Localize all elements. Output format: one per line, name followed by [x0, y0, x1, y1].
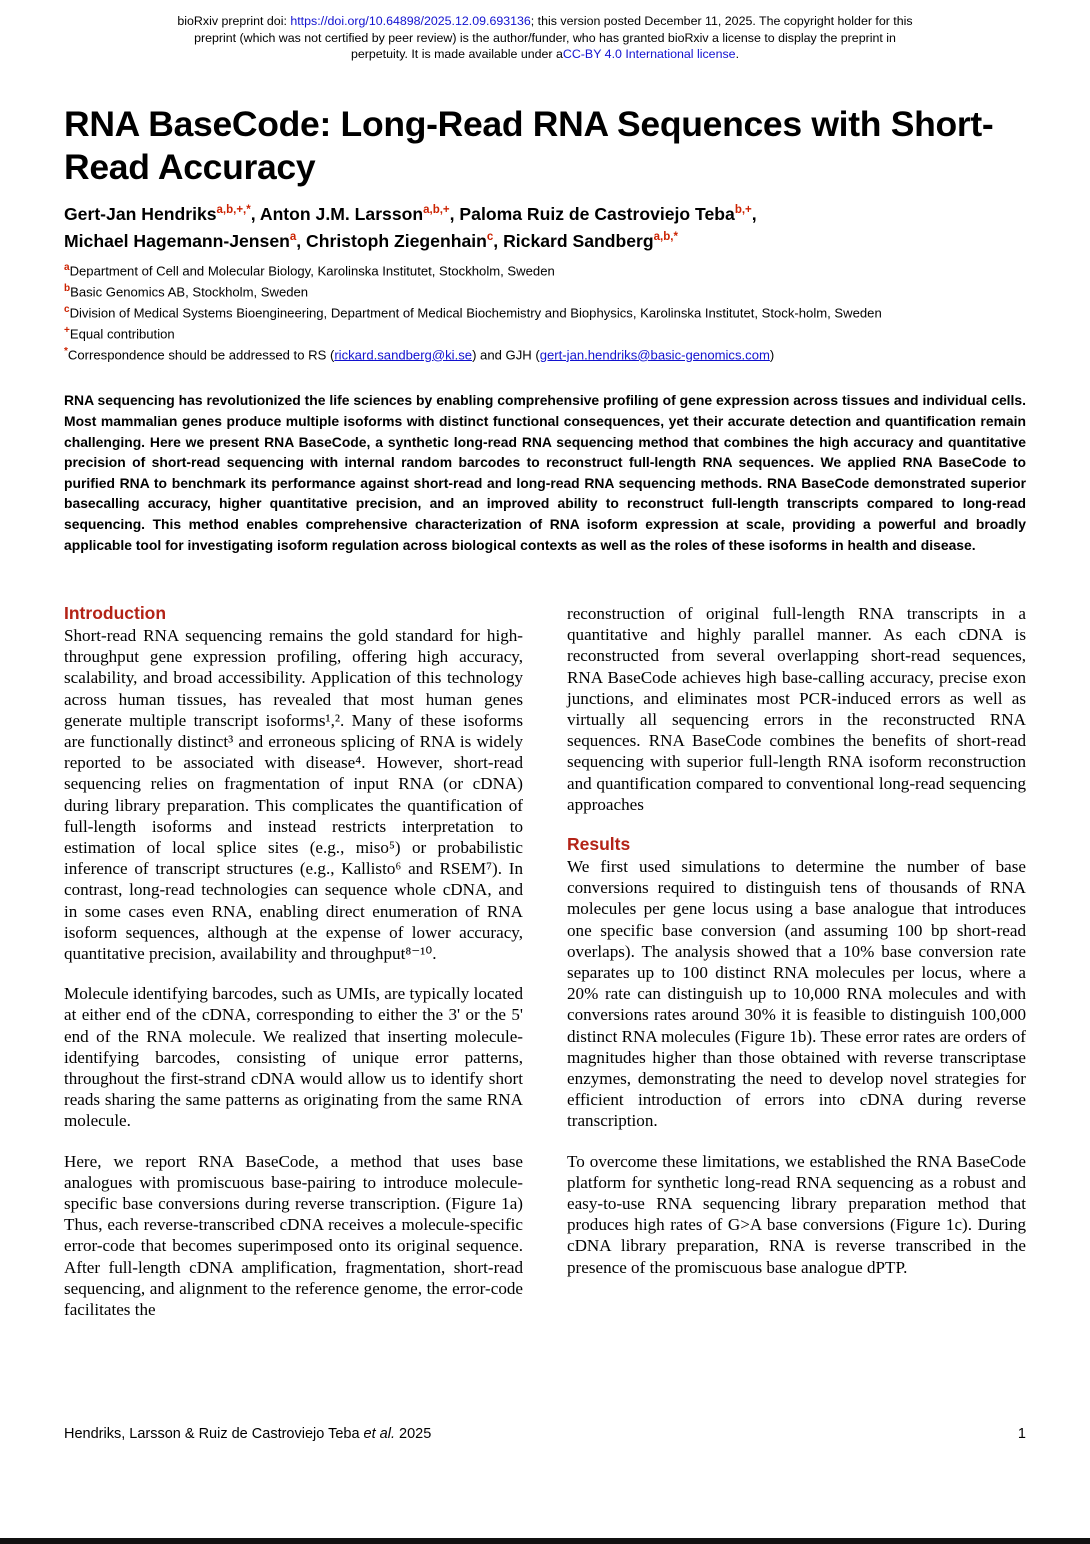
body-columns: [64, 603, 1026, 1393]
affiliation-list: [64, 259, 1026, 364]
affiliation-text: Basic Genomics AB, Stockholm, Sweden: [70, 284, 309, 300]
correspondence-middle: ) and GJH (: [472, 346, 540, 362]
affiliation-text: Equal contribution: [69, 325, 175, 341]
section-heading-introduction: Introduction: [64, 603, 167, 623]
author-separator: ,: [493, 231, 504, 252]
author-affiliation-marker: a,b,*: [653, 231, 678, 244]
author-line-1: [64, 199, 1026, 226]
author-separator: ,: [250, 203, 260, 224]
author-list: [64, 199, 1026, 254]
paragraph: reconstruction of original full-length RNA transcripts in a quantitative and highly parallel manner. As each cDNA is reconstructed from several overlapping short-read sequences, RNA BaseCode achieves high base-calling accuracy, precise exon junctions, and eliminates most PCR-induced errors as well as virtually all sequencing errors in the reconstructed RNA sequences. RNA BaseCode combines the benefits of short-read sequencing with superior full-length RNA isoform reconstruction and quantification compared to conventional long-read sequencing approaches: [567, 604, 1026, 814]
paragraph: Molecule identifying barcodes, such as UMIs, are typically located at either end of the cDNA, corresponding to either the 3' or the 5' end of the RNA molecule. We realized that inserting molecule-identifying barcodes, consisting of unique error patterns, throughout the first-strand cDNA would allow us to identify short reads sharing the same patterns as originating from the same RNA molecule.: [64, 984, 523, 1131]
author-affiliation-marker: a,b,+,*: [216, 204, 251, 216]
author-separator: ,: [751, 203, 757, 224]
correspondence-note: [64, 343, 1026, 364]
affiliation-text: Division of Medical Systems Bioengineering, Department of Medical Biochemistry and Biophysics, Karolinska Institutet, Stock-holm, Sweden: [69, 304, 882, 320]
footer-et-al: et al.: [363, 1426, 395, 1442]
affiliation-text: Department of Cell and Molecular Biology, Karolinska Institutet, Stockholm, Sweden: [69, 263, 555, 279]
correspondence-prefix: Correspondence should be addressed to RS (: [67, 346, 335, 362]
page-footer: [64, 1425, 1026, 1443]
affiliation-marker: c: [64, 303, 70, 315]
correspondence-marker: *: [64, 345, 68, 357]
paragraph: Here, we report RNA BaseCode, a method that uses base analogues with promiscuous base-pairing to introduce molecule-specific base conversions during reverse transcription. (Figure 1a) Thus, each reverse-transcribed cDNA receives a molecule-specific error-code that becomes superimposed onto its original sequence. After full-length cDNA amplification, fragmentation, short-read sequencing, and alignment to the reference genome, the error-code facilitates the: [64, 1151, 523, 1320]
author-name: Anton J.M. Larsson: [259, 203, 424, 224]
affiliation-item: [64, 301, 1026, 322]
author-separator: ,: [296, 231, 307, 252]
author-name: Rickard Sandberg: [503, 231, 654, 252]
abstract-text: RNA sequencing has revolutionized the life sciences by enabling comprehensive profiling of gene expression across tissues and individual cells. Most mammalian genes produce multiple isoforms with distinct functional consequences, yet their accurate detection and quantification remain challenging. Here we present RNA BaseCode, a synthetic long-read RNA sequencing method that combines the high accuracy and quantitative precision of short-read sequencing with internal random barcodes to reconstruct full-length RNA sequences. We applied RNA BaseCode to purified RNA to benchmark its performance against short-read and long-read RNA sequencing methods. RNA BaseCode demonstrated superior basecalling accuracy, higher quantitative precision, and an improved ability to reconstruct full-length transcripts compared to long-read sequencing. This method enables comprehensive characterization of RNA isoform expression at scale, providing a powerful and broadly applicable tool for investigating isoform regulation across biological contexts as well as the roles of these isoforms in health and disease.: [64, 392, 1026, 553]
doi-link[interactable]: https://doi.org/10.64898/2025.12.09.693136: [290, 14, 531, 28]
author-affiliation-marker: c: [486, 231, 494, 244]
banner-line-3: [0, 46, 1090, 63]
banner-license-suffix: .: [735, 47, 740, 61]
paragraph: To overcome these limitations, we established the RNA BaseCode platform for synthetic long-read RNA sequencing as a robust and easy-to-use RNA sequencing library preparation method that produces high rates of G>A base conversions (Figure 1c). During cDNA library preparation, RNA is reverse transcribed in the presence of the promiscuous base analogue dPTP.: [567, 1151, 1026, 1277]
paper-header: [64, 103, 1026, 555]
page-number: 1: [1017, 1426, 1026, 1442]
author-line-2: [64, 226, 1026, 253]
page-bottom-edge: [0, 1538, 1090, 1544]
affiliation-item: [64, 280, 1026, 301]
banner-line-1: [0, 13, 1090, 30]
author-affiliation-marker: a: [289, 231, 297, 244]
page-title: RNA BaseCode: Long-Read RNA Sequences with Short-Read Accuracy: [64, 104, 994, 187]
author-name: Christoph Ziegenhain: [306, 231, 487, 252]
author-name: Gert-Jan Hendriks: [64, 203, 217, 224]
paragraph: Short-read RNA sequencing remains the gold standard for high-throughput gene expression profiling, offering high accuracy, scalability, and broad accessibility. Application of this technology across human tissues, has revealed that most human genes generate multiple transcript isoforms¹,². Many of these isoforms are functionally distinct³ and erroneous splicing of RNA is widely reported to be associated with disease⁴. However, short-read sequencing relies on fragmentation of input RNA (or cDNA) during library preparation. This complicates the quantification of full-length isoforms and instead restricts interpretation to estimation of local splice sites (e.g., miso⁵) or probabilistic inference of transcript structures (e.g., Kallisto⁶ and RSEM⁷). In contrast, long-read technologies can sequence whole cDNA, and in some cases even RNA, enabling direct enumeration of RNA isoform sequences, although at the expense of lower accuracy, quantitative precision, availability and throughput⁸⁻¹⁰.: [64, 626, 523, 964]
affiliation-item: [64, 259, 1026, 280]
author-name: Michael Hagemann-Jensen: [64, 231, 290, 252]
author-affiliation-marker: a,b,+: [423, 204, 450, 216]
author-affiliation-marker: b,+: [734, 204, 752, 216]
footer-citation-authors: Hendriks, Larsson & Ruiz de Castroviejo Teba: [64, 1426, 364, 1442]
affiliation-marker: b: [64, 282, 71, 294]
author-separator: ,: [449, 203, 460, 224]
affiliation-marker: a: [64, 261, 70, 273]
correspondence-suffix: ): [769, 346, 775, 362]
corresponding-email-gjh[interactable]: gert-jan.hendriks@basic-genomics.com: [539, 346, 770, 362]
biorxiv-preprint-banner: [0, 0, 1090, 63]
author-name: Paloma Ruiz de Castroviejo Teba: [459, 203, 735, 224]
affiliation-marker: +: [64, 324, 70, 336]
right-column: [567, 603, 1026, 1393]
footer-citation: [64, 1425, 431, 1443]
paragraph: We first used simulations to determine the number of base conversions required to distinguish tens of thousands of RNA molecules per gene locus using a base analogue that introduces one specific base conversion (and assuming 100 bp short-read overlaps). The analysis showed that a 10% base conversion rate separates up to 100 distinct RNA molecules per locus, where a 20% rate can distinguish up to 10,000 RNA molecules and with conversions rates around 30% it is feasible to distinguish 100,000 distinct RNA molecules (Figure 1b). These error rates are orders of magnitudes higher than those obtained with reverse transcriptase enzymes, demonstrating the need to develop novel strategies for efficient introduction of errors into cDNA during reverse transcription.: [567, 857, 1026, 1131]
banner-doi-suffix: ; this version posted December 11, 2025. The copyright holder for this: [530, 14, 913, 28]
license-link[interactable]: CC-BY 4.0 International license: [562, 47, 736, 61]
left-column: [64, 603, 523, 1393]
section-heading-results: Results: [567, 834, 631, 855]
corresponding-email-rs[interactable]: rickard.sandberg@ki.se: [334, 346, 473, 362]
footer-citation-year: 2025: [394, 1426, 432, 1442]
banner-license-prefix: perpetuity. It is made available under a: [350, 47, 563, 61]
banner-line-2: preprint (which was not certified by peer review) is the author/funder, who has granted bioRxiv a license to display the preprint in: [194, 30, 896, 45]
banner-doi-prefix: bioRxiv preprint doi:: [177, 14, 291, 28]
affiliation-item: [64, 322, 1026, 343]
